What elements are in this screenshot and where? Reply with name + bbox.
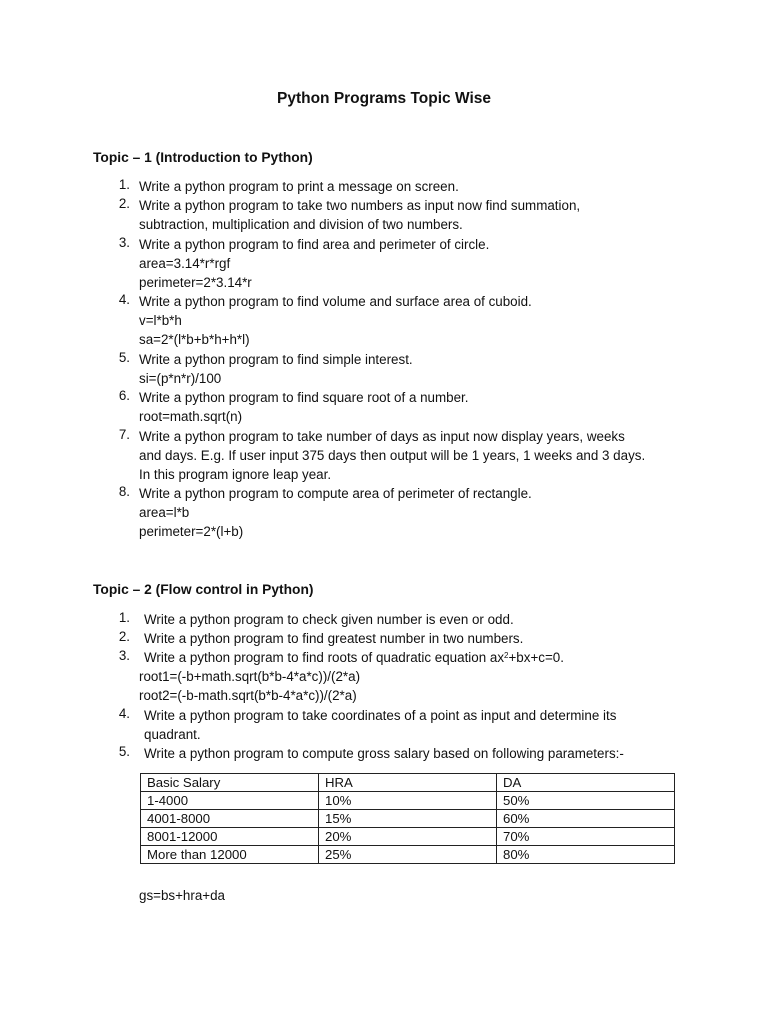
- formula-text: sa=2*(l*b+b*h+h*l): [139, 332, 250, 347]
- formula-text: root2=(-b-math.sqrt(b*b-4*a*c))/(2*a): [139, 688, 357, 703]
- list-item-text: Write a python program to find simple interest.: [139, 352, 413, 367]
- formula-text: root1=(-b+math.sqrt(b*b-4*a*c))/(2*a): [139, 669, 361, 684]
- list-item-number: 3.: [118, 648, 130, 663]
- table-header-row: [141, 774, 675, 792]
- equation-text-after: +bx+c=0.: [508, 650, 564, 665]
- table-cell: 20%: [319, 828, 497, 846]
- list-item-number: 1.: [118, 610, 130, 625]
- table-row: [141, 828, 675, 846]
- table-row: [141, 810, 675, 828]
- topic-2-heading: Topic – 2 (Flow control in Python): [93, 582, 314, 597]
- list-item-text: Write a python program to compute area of perimeter of rectangle.: [139, 486, 532, 501]
- list-item-text: Write a python program to find square root of a number.: [139, 390, 469, 405]
- table-cell: 8001-12000: [141, 828, 319, 846]
- formula-text: si=(p*n*r)/100: [139, 371, 222, 386]
- formula-text: v=l*b*h: [139, 313, 182, 328]
- equation-superscript: 2: [504, 651, 509, 660]
- table-cell: 4001-8000: [141, 810, 319, 828]
- list-item-number: 7.: [118, 427, 130, 442]
- gross-salary-formula: gs=bs+hra+da: [139, 888, 225, 903]
- list-item-text: Write a python program to take coordinates of a point as input and determine its: [144, 708, 617, 723]
- table-header-cell: Basic Salary: [141, 774, 319, 792]
- list-item-text: Write a python program to print a message on screen.: [139, 179, 459, 194]
- table-cell: 25%: [319, 846, 497, 864]
- list-item-text: Write a python program to find greatest number in two numbers.: [144, 631, 524, 646]
- list-item-text: In this program ignore leap year.: [139, 467, 332, 482]
- list-item-text: quadrant.: [144, 727, 201, 742]
- list-item-number: 6.: [118, 388, 130, 403]
- table-row: [141, 792, 675, 810]
- list-item-text: Write a python program to find volume and surface area of cuboid.: [139, 294, 532, 309]
- list-item-text: subtraction, multiplication and division of two numbers.: [139, 217, 463, 232]
- table-row: [141, 846, 675, 864]
- page-title: Python Programs Topic Wise: [276, 90, 492, 107]
- list-item-text: Write a python program to compute gross salary based on following parameters:-: [144, 746, 624, 761]
- list-item-number: 2.: [118, 196, 130, 211]
- list-item-number: 4.: [118, 292, 130, 307]
- table-cell: 15%: [319, 810, 497, 828]
- list-item-text: [144, 648, 564, 667]
- formula-text: area=l*b: [139, 505, 190, 520]
- formula-text: perimeter=2*(l+b): [139, 524, 244, 539]
- list-item-number: 1.: [118, 177, 130, 192]
- table-header-cell: DA: [497, 774, 675, 792]
- table-header-cell: HRA: [319, 774, 497, 792]
- list-item-number: 2.: [118, 629, 130, 644]
- list-item-text: Write a python program to check given number is even or odd.: [144, 612, 514, 627]
- list-item-number: 5.: [118, 350, 130, 365]
- table-cell: 1-4000: [141, 792, 319, 810]
- table-cell: 50%: [497, 792, 675, 810]
- salary-table: [140, 773, 675, 864]
- list-item-text: Write a python program to take number of days as input now display years, weeks: [139, 429, 625, 444]
- table-cell: 80%: [497, 846, 675, 864]
- table-cell: 70%: [497, 828, 675, 846]
- table-cell: 10%: [319, 792, 497, 810]
- list-item-text: Write a python program to take two numbers as input now find summation,: [139, 198, 581, 213]
- equation-text-before: Write a python program to find roots of quadratic equation ax: [144, 650, 505, 665]
- list-item-number: 5.: [118, 744, 130, 759]
- table-cell: 60%: [497, 810, 675, 828]
- formula-text: area=3.14*r*rgf: [139, 256, 231, 271]
- formula-text: perimeter=2*3.14*r: [139, 275, 252, 290]
- table-cell: More than 12000: [141, 846, 319, 864]
- list-item-text: Write a python program to find area and perimeter of circle.: [139, 237, 490, 252]
- formula-text: root=math.sqrt(n): [139, 409, 243, 424]
- list-item-text: and days. E.g. If user input 375 days then output will be 1 years, 1 weeks and 3 days.: [139, 448, 646, 463]
- topic-1-heading: Topic – 1 (Introduction to Python): [93, 150, 313, 165]
- list-item-number: 4.: [118, 706, 130, 721]
- list-item-number: 8.: [118, 484, 130, 499]
- list-item-number: 3.: [118, 235, 130, 250]
